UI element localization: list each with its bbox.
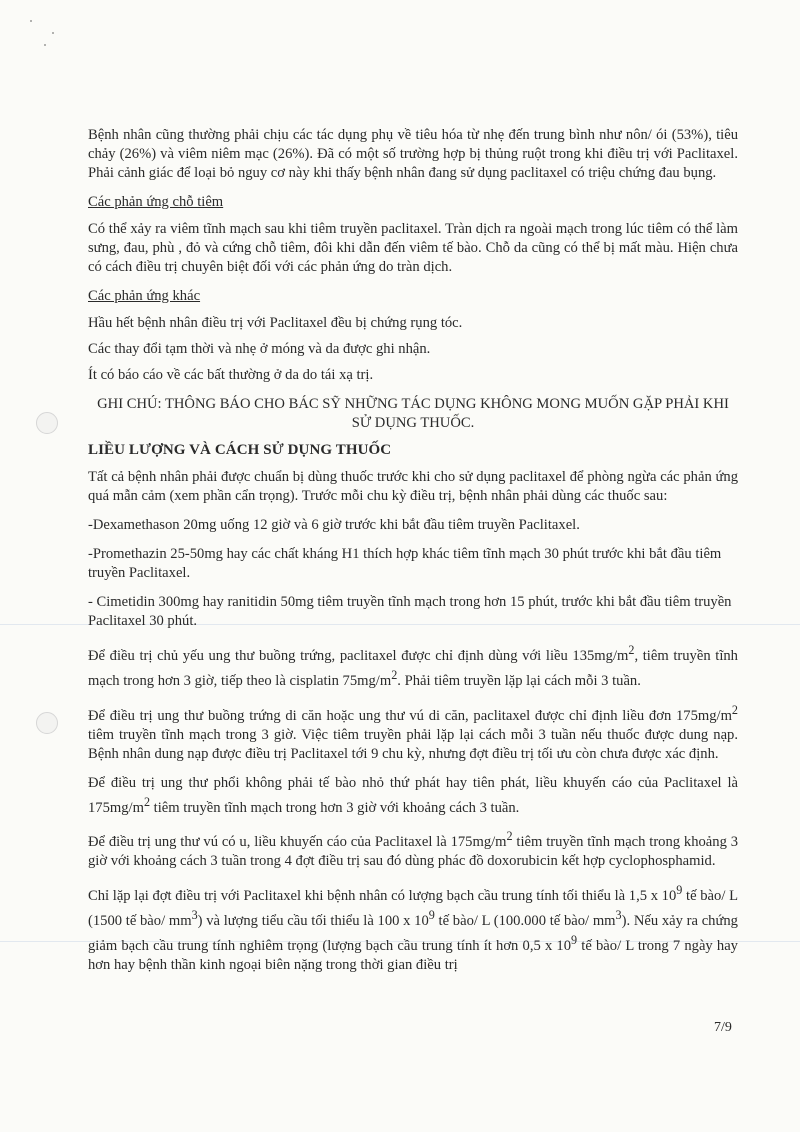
text: tiêm truyền tĩnh mạch trong hơn 3 giờ với khoảng cách 3 tuần.: [150, 799, 520, 816]
paragraph: Tất cả bệnh nhân phải được chuẩn bị dùng thuốc trước khi cho sử dụng paclitaxel để phòng ngừa các phản ứng quá mẫn cảm (xem phần cẩn trọng). Trước mỗi chu kỳ điều trị, bệnh nhân phải dùng các thuốc sau:: [88, 469, 738, 504]
paragraph: Ít có báo cáo về các bất thường ở da do tái xạ trị.: [88, 367, 374, 383]
text: Để điều trị chủ yếu ung thư buồng trứng, paclitaxel được chỉ định dùng với liều 135mg/m: [88, 647, 629, 664]
subheading: Các phản ứng chỗ tiêm: [88, 194, 224, 210]
list-item: -Promethazin 25-50mg hay các chất kháng H1 thích hợp khác tiêm tĩnh mạch 30 phút trước khi bắt đầu tiêm truyền Paclitaxel.: [88, 546, 722, 581]
text: , tiêm truyền tĩnh mạch trong hơn 3 giờ, tiếp theo là cisplatin 75mg/m: [88, 647, 738, 689]
text: tế bào/ L (100.000 tế bào/ mm: [434, 913, 616, 930]
scan-speck: [52, 32, 54, 34]
paragraph: [88, 641, 738, 691]
superscript: 2: [143, 794, 151, 809]
page-number: 7/9: [714, 1020, 732, 1035]
text: Chỉ lặp lại đợt điều trị với Paclitaxel khi bệnh nhân có lượng bạch cầu trung tính tối thiểu là 1,5 x 10: [88, 888, 677, 905]
list-item: -Dexamethason 20mg uống 12 giờ và 6 giờ trước khi bắt đầu tiêm truyền Paclitaxel.: [88, 517, 580, 533]
superscript: 2: [731, 702, 738, 717]
paragraph: Các thay đổi tạm thời và nhẹ ở móng và da được ghi nhận.: [88, 341, 431, 357]
text: tế bào/ L trong 7 ngày hay hơn hay bệnh thần kinh ngoại biên nặng trong thời gian điều trị: [88, 937, 738, 973]
superscript: 9: [676, 883, 683, 898]
warning-note: GHI CHÚ: THÔNG BÁO CHO BÁC SỸ NHỮNG TÁC DỤNG KHÔNG MONG MUỐN GẶP PHẢI KHI SỬ DỤNG THUỐC.: [97, 396, 729, 431]
paragraph: [88, 827, 738, 871]
superscript: 2: [628, 643, 635, 657]
text: tiêm truyền tĩnh mạch trong 3 giờ. Việc tiêm truyền phải lặp lại cách mỗi 3 tuần nếu thuốc được dung nạp. Bệnh nhân dung nạp được điều trị Paclitaxel tới 9 chu kỳ, nhưng đợt điều trị tối ưu còn chưa được xác định.: [88, 726, 738, 762]
paragraph: Hầu hết bệnh nhân điều trị với Paclitaxel đều bị chứng rụng tóc.: [88, 315, 463, 331]
document-body: [88, 126, 738, 985]
superscript: 9: [428, 908, 435, 923]
text: Để điều trị ung thư buồng trứng di căn hoặc ung thư vú di căn, paclitaxel được chỉ định liều đơn 175mg/m: [88, 707, 732, 724]
paragraph: Bệnh nhân cũng thường phải chịu các tác dụng phụ về tiêu hóa từ nhẹ đến trung bình như nôn/ ói (53%), tiêu chảy (26%) và viêm niêm mạc (26%). Đã có một số trường hợp bị thủng ruột trong khi điều trị với Paclitaxel. Phải cảnh giác để loại bỏ nguy cơ này khi thấy bệnh nhân đang sử dụng paclitaxel có triệu chứng đau bụng.: [88, 127, 738, 181]
binder-hole-top: [36, 412, 58, 434]
scan-speck: [44, 44, 46, 46]
paragraph: Có thể xảy ra viêm tĩnh mạch sau khi tiêm truyền paclitaxel. Tràn dịch ra ngoài mạch trong lúc tiêm có thể làm sưng, đau, phù , đỏ và cứng chỗ tiêm, đôi khi dẫn đến viêm tế bào. Chỗ da cũng có thể bị mất màu. Hiện chưa có cách điều trị chuyên biệt đối với các phản ứng do tràn dịch.: [88, 221, 738, 275]
paragraph: [88, 701, 738, 764]
text: Để điều trị ung thư phổi không phải tế bào nhỏ thứ phát hay tiên phát, liều khuyến cáo của Paclitaxel là 175mg/m: [88, 774, 738, 816]
binder-hole-bottom: [36, 712, 58, 734]
text: . Phải tiêm truyền lặp lại cách mỗi 3 tuần.: [397, 672, 641, 689]
text: Để điều trị ung thư vú có u, liều khuyến cáo của Paclitaxel là 175mg/m: [88, 834, 507, 851]
scan-speck: [30, 20, 32, 22]
superscript: 3: [615, 908, 622, 923]
superscript: 2: [506, 829, 513, 844]
subheading: Các phản ứng khác: [88, 288, 201, 304]
text: ) và lượng tiểu cầu tối thiểu là 100 x 10: [197, 913, 429, 930]
text: ). Nếu xảy ra chứng giảm bạch cầu trung tính nghiêm trọng (lượng bạch cầu trung tính ít hơn 0,5 x 10: [88, 913, 738, 954]
section-heading: LIỀU LƯỢNG VÀ CÁCH SỬ DỤNG THUỐC: [88, 442, 392, 458]
superscript: 2: [391, 667, 398, 682]
superscript: 3: [191, 908, 198, 923]
text: tiêm truyền tĩnh mạch trong khoảng 3 giờ với khoảng cách 3 tuần trong 4 đợt điều trị sau đó dùng phác đồ doxorubicin kết hợp cyclophosphamid.: [88, 834, 738, 870]
list-item: - Cimetidin 300mg hay ranitidin 50mg tiêm truyền tĩnh mạch trong hơn 15 phút, trước khi bắt đầu tiêm truyền Paclitaxel 30 phút.: [88, 594, 732, 629]
text: tế bào/ L (1500 tế bào/ mm: [88, 888, 738, 930]
superscript: 9: [571, 933, 578, 948]
paragraph: [88, 881, 738, 975]
paragraph: [88, 774, 738, 818]
